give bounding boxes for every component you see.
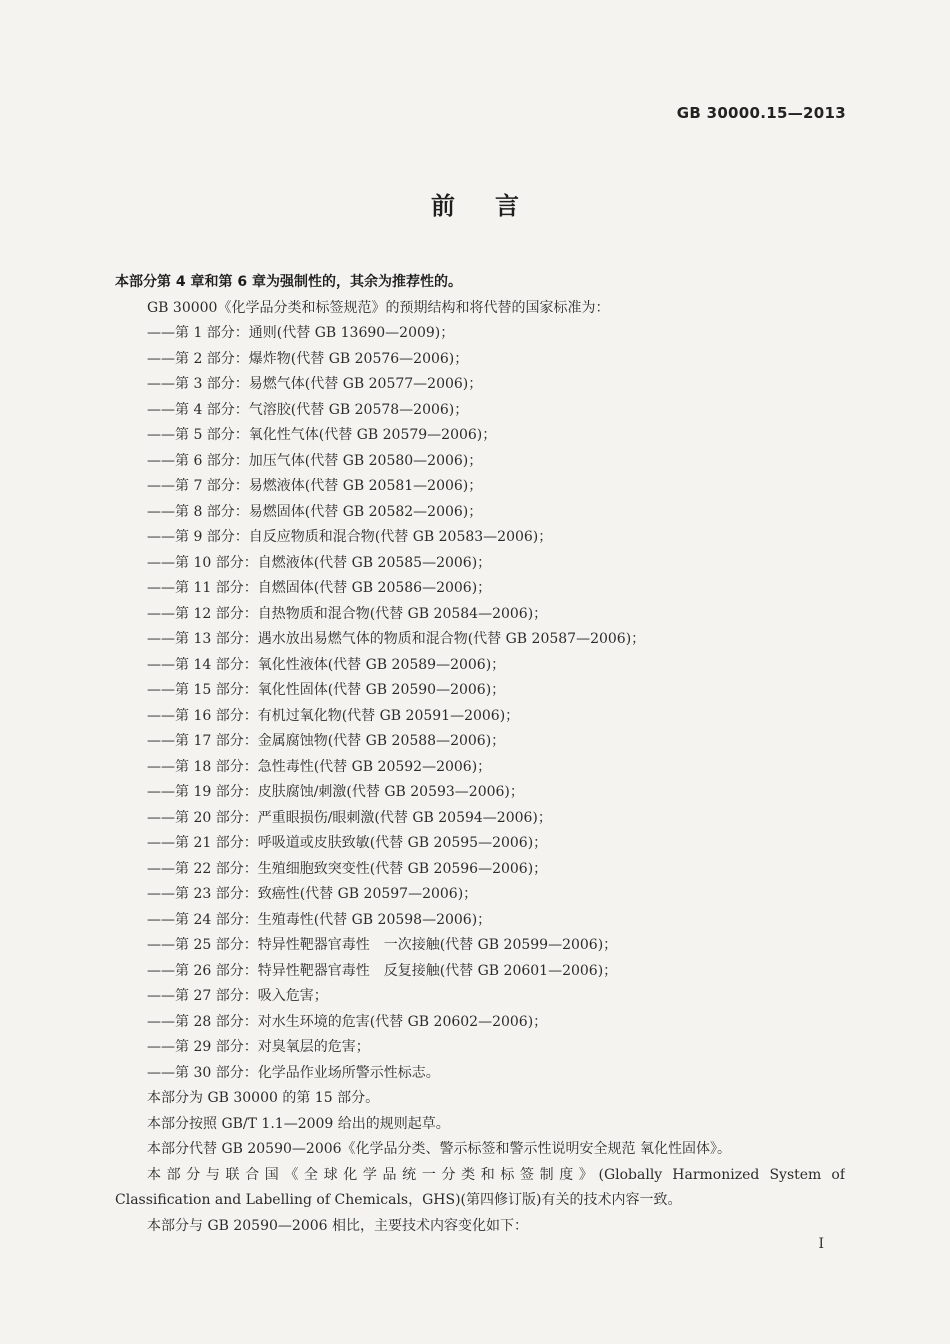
list-item: ——第 22 部分：生殖细胞致突变性(代替 GB 20596—2006)；	[147, 860, 548, 877]
list-item: ——第 9 部分：自反应物质和混合物(代替 GB 20583—2006)；	[147, 529, 553, 545]
list-item: ——第 11 部分：自燃固体(代替 GB 20586—2006)；	[147, 580, 492, 596]
list-item: ——第 10 部分：自燃液体(代替 GB 20585—2006)；	[147, 554, 492, 571]
list-item: ——第 23 部分：致癌性(代替 GB 20597—2006)；	[147, 886, 478, 902]
list-item: ——第 28 部分：对水生环境的危害(代替 GB 20602—2006)；	[147, 1013, 548, 1030]
list-item: ——第 25 部分：特异性靶器官毒性 一次接触(代替 GB 20599—2006)；	[147, 937, 618, 953]
list-item: ——第 2 部分：爆炸物(代替 GB 20576—2006)；	[147, 350, 469, 367]
list-item: ——第 8 部分：易燃固体(代替 GB 20582—2006)；	[147, 503, 483, 520]
list-item: ——第 5 部分：氧化性气体(代替 GB 20579—2006)；	[147, 427, 497, 443]
structure-intro: GB 30000《化学品分类和标签规范》的预期结构和将代替的国家标准为：	[147, 299, 610, 316]
list-item: ——第 15 部分：氧化性固体(代替 GB 20590—2006)；	[147, 682, 506, 698]
part-of-statement: 本部分为 GB 30000 的第 15 部分。	[147, 1090, 380, 1106]
list-item: ——第 3 部分：易燃气体(代替 GB 20577—2006)；	[147, 376, 483, 392]
ghs-statement-line-1: 本部分与联合国《全球化学品统一分类和标签制度》(Globally Harmonized System of	[147, 1166, 845, 1183]
list-item: ——第 13 部分：遇水放出易燃气体的物质和混合物(代替 GB 20587—2006)；	[147, 631, 646, 647]
list-item: ——第 1 部分：通则(代替 GB 13690—2009)；	[147, 325, 455, 341]
list-item: ——第 21 部分：呼吸道或皮肤致敏(代替 GB 20595—2006)；	[147, 835, 548, 851]
list-item: ——第 20 部分：严重眼损伤/眼刺激(代替 GB 20594—2006)；	[147, 809, 552, 826]
standard-code: GB 30000.15—2013	[676, 104, 846, 122]
page-title: 前言	[431, 192, 559, 220]
list-item: ——第 12 部分：自热物质和混合物(代替 GB 20584—2006)；	[147, 605, 548, 622]
list-item: ——第 26 部分：特异性靶器官毒性 反复接触(代替 GB 20601—2006)；	[147, 962, 618, 979]
list-item: ——第 14 部分：氧化性液体(代替 GB 20589—2006)；	[147, 656, 506, 673]
list-item: ——第 6 部分：加压气体(代替 GB 20580—2006)；	[147, 452, 483, 469]
foreword-body	[115, 270, 845, 1239]
list-item: ——第 18 部分：急性毒性(代替 GB 20592—2006)；	[147, 758, 492, 775]
changes-intro: 本部分与 GB 20590—2006 相比，主要技术内容变化如下：	[147, 1217, 528, 1234]
list-item: ——第 27 部分：吸入危害；	[147, 988, 328, 1004]
list-item: ——第 24 部分：生殖毒性(代替 GB 20598—2006)；	[147, 911, 492, 928]
list-item: ——第 17 部分：金属腐蚀物(代替 GB 20588—2006)；	[147, 733, 506, 749]
mandatory-note: 本部分第 4 章和第 6 章为强制性的，其余为推荐性的。	[115, 274, 462, 290]
page-number: I	[818, 1236, 824, 1252]
list-item: ——第 30 部分：化学品作业场所警示性标志。	[147, 1064, 440, 1081]
drafting-rules-statement: 本部分按照 GB/T 1.1—2009 给出的规则起草。	[147, 1115, 450, 1132]
parts-list	[115, 321, 845, 1086]
replaces-statement: 本部分代替 GB 20590—2006《化学品分类、警示标签和警示性说明安全规范 氧化性固体》。	[147, 1141, 731, 1157]
list-item: ——第 16 部分：有机过氧化物(代替 GB 20591—2006)；	[147, 707, 520, 724]
list-item: ——第 4 部分：气溶胶(代替 GB 20578—2006)；	[147, 401, 469, 418]
list-item: ——第 19 部分：皮肤腐蚀/刺激(代替 GB 20593—2006)；	[147, 784, 524, 800]
ghs-statement-line-2: Classification and Labelling of Chemicals，GHS)(第四修订版)有关的技术内容一致。	[115, 1192, 682, 1208]
list-item: ——第 7 部分：易燃液体(代替 GB 20581—2006)；	[147, 478, 483, 494]
list-item: ——第 29 部分：对臭氧层的危害；	[147, 1039, 370, 1055]
